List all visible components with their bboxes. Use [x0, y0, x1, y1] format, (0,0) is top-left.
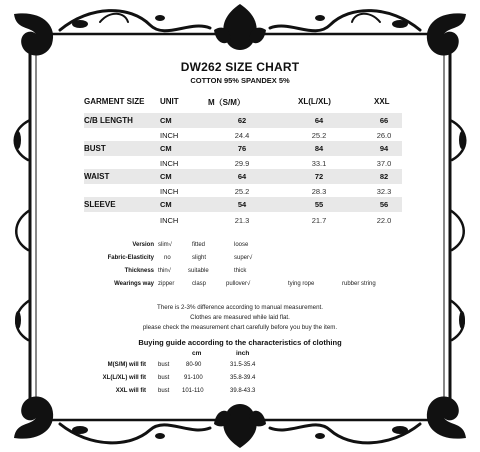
- measurement-note: please check the measurement chart carefully before you buy the item.: [142, 324, 338, 331]
- value-cell: 64: [314, 116, 324, 125]
- value-cell: 26.0: [376, 131, 392, 140]
- guide-header-inch: inch: [236, 350, 250, 357]
- value-cell: 94: [379, 144, 389, 153]
- feature-option: slight: [192, 255, 207, 261]
- value-cell: 32.3: [376, 187, 392, 196]
- feature-option: zipper: [158, 281, 175, 287]
- feature-option: thick: [234, 268, 247, 274]
- value-cell: 66: [379, 116, 389, 125]
- feature-label-thickness: Thickness: [124, 268, 154, 274]
- feature-option: thin√: [158, 268, 171, 274]
- guide-size-label: XXL will fit: [115, 388, 146, 394]
- feature-label-elasticity: Fabric-Elasticity: [107, 255, 154, 261]
- unit-cell: CM: [160, 116, 172, 125]
- buying-guide-title: Buying guide according to the characteristics of clothing: [138, 338, 342, 347]
- feature-option: no: [164, 255, 171, 261]
- header-size-m: M（S/M）: [208, 98, 245, 107]
- feature-label-wearing-way: Wearings way: [114, 281, 154, 287]
- table-row: [84, 169, 402, 184]
- measurement-note: There is 2-3% difference according to manual measurement.: [156, 304, 323, 311]
- feature-option: loose: [234, 242, 249, 248]
- value-cell: 54: [237, 200, 247, 209]
- table-row: [84, 213, 402, 228]
- unit-cell: INCH: [160, 187, 179, 196]
- feature-option: pullover√: [226, 281, 251, 287]
- table-row: [84, 197, 402, 212]
- feature-option: suitable: [188, 268, 209, 274]
- header-garment-size: GARMENT SIZE: [84, 97, 145, 106]
- value-cell: 22.0: [376, 216, 392, 225]
- value-cell: 33.1: [311, 159, 327, 168]
- chart-title: DW262 SIZE CHART: [180, 60, 300, 74]
- guide-inch: 31.5-35.4: [230, 362, 256, 368]
- unit-cell: CM: [160, 144, 172, 153]
- guide-part: bust: [158, 362, 170, 368]
- feature-option: tying rope: [288, 281, 315, 287]
- measure-label: WAIST: [84, 172, 110, 181]
- guide-size-label: M(S/M) will fit: [107, 362, 146, 368]
- guide-cm: 101-110: [182, 388, 204, 394]
- unit-cell: INCH: [160, 131, 179, 140]
- guide-size-label: XL(L/XL) will fit: [102, 375, 146, 381]
- feature-option: clasp: [192, 281, 207, 287]
- guide-header-cm: cm: [192, 350, 202, 357]
- guide-cm: 80-90: [186, 362, 202, 368]
- value-cell: 25.2: [234, 187, 250, 196]
- feature-option: rubber string: [342, 281, 376, 287]
- feature-option: fitted: [192, 242, 206, 248]
- value-cell: 62: [237, 116, 247, 125]
- header-size-xl: XL(L/XL): [298, 97, 331, 106]
- measurement-note: Clothes are measured while laid flat.: [190, 314, 290, 321]
- value-cell: 64: [237, 172, 247, 181]
- unit-cell: CM: [160, 200, 172, 209]
- unit-cell: CM: [160, 172, 172, 181]
- value-cell: 76: [237, 144, 247, 153]
- header-size-xxl: XXL: [374, 97, 390, 106]
- feature-option: super√: [234, 255, 253, 261]
- value-cell: 55: [314, 200, 324, 209]
- value-cell: 29.9: [234, 159, 250, 168]
- measure-label: SLEEVE: [84, 200, 116, 209]
- feature-option: slim√: [158, 242, 172, 248]
- value-cell: 24.4: [234, 131, 250, 140]
- value-cell: 37.0: [376, 159, 392, 168]
- value-cell: 28.3: [311, 187, 327, 196]
- guide-part: bust: [158, 388, 170, 394]
- value-cell: 21.7: [311, 216, 327, 225]
- value-cell: 25.2: [311, 131, 327, 140]
- guide-inch: 35.8-39.4: [230, 375, 256, 381]
- feature-label-version: Version: [132, 242, 154, 248]
- fabric-composition: COTTON 95% SPANDEX 5%: [190, 76, 290, 85]
- unit-cell: INCH: [160, 159, 179, 168]
- table-row: [84, 141, 402, 156]
- value-cell: 82: [379, 172, 389, 181]
- value-cell: 21.3: [234, 216, 250, 225]
- guide-cm: 91-100: [184, 375, 203, 381]
- value-cell: 56: [379, 200, 389, 209]
- guide-part: bust: [158, 375, 170, 381]
- header-unit: UNIT: [160, 97, 179, 106]
- unit-cell: INCH: [160, 216, 179, 225]
- measure-label: BUST: [84, 144, 106, 153]
- value-cell: 72: [314, 172, 324, 181]
- table-row: [84, 113, 402, 128]
- value-cell: 84: [314, 144, 324, 153]
- guide-inch: 39.8-43.3: [230, 388, 256, 394]
- measure-label: C/B LENGTH: [84, 116, 133, 125]
